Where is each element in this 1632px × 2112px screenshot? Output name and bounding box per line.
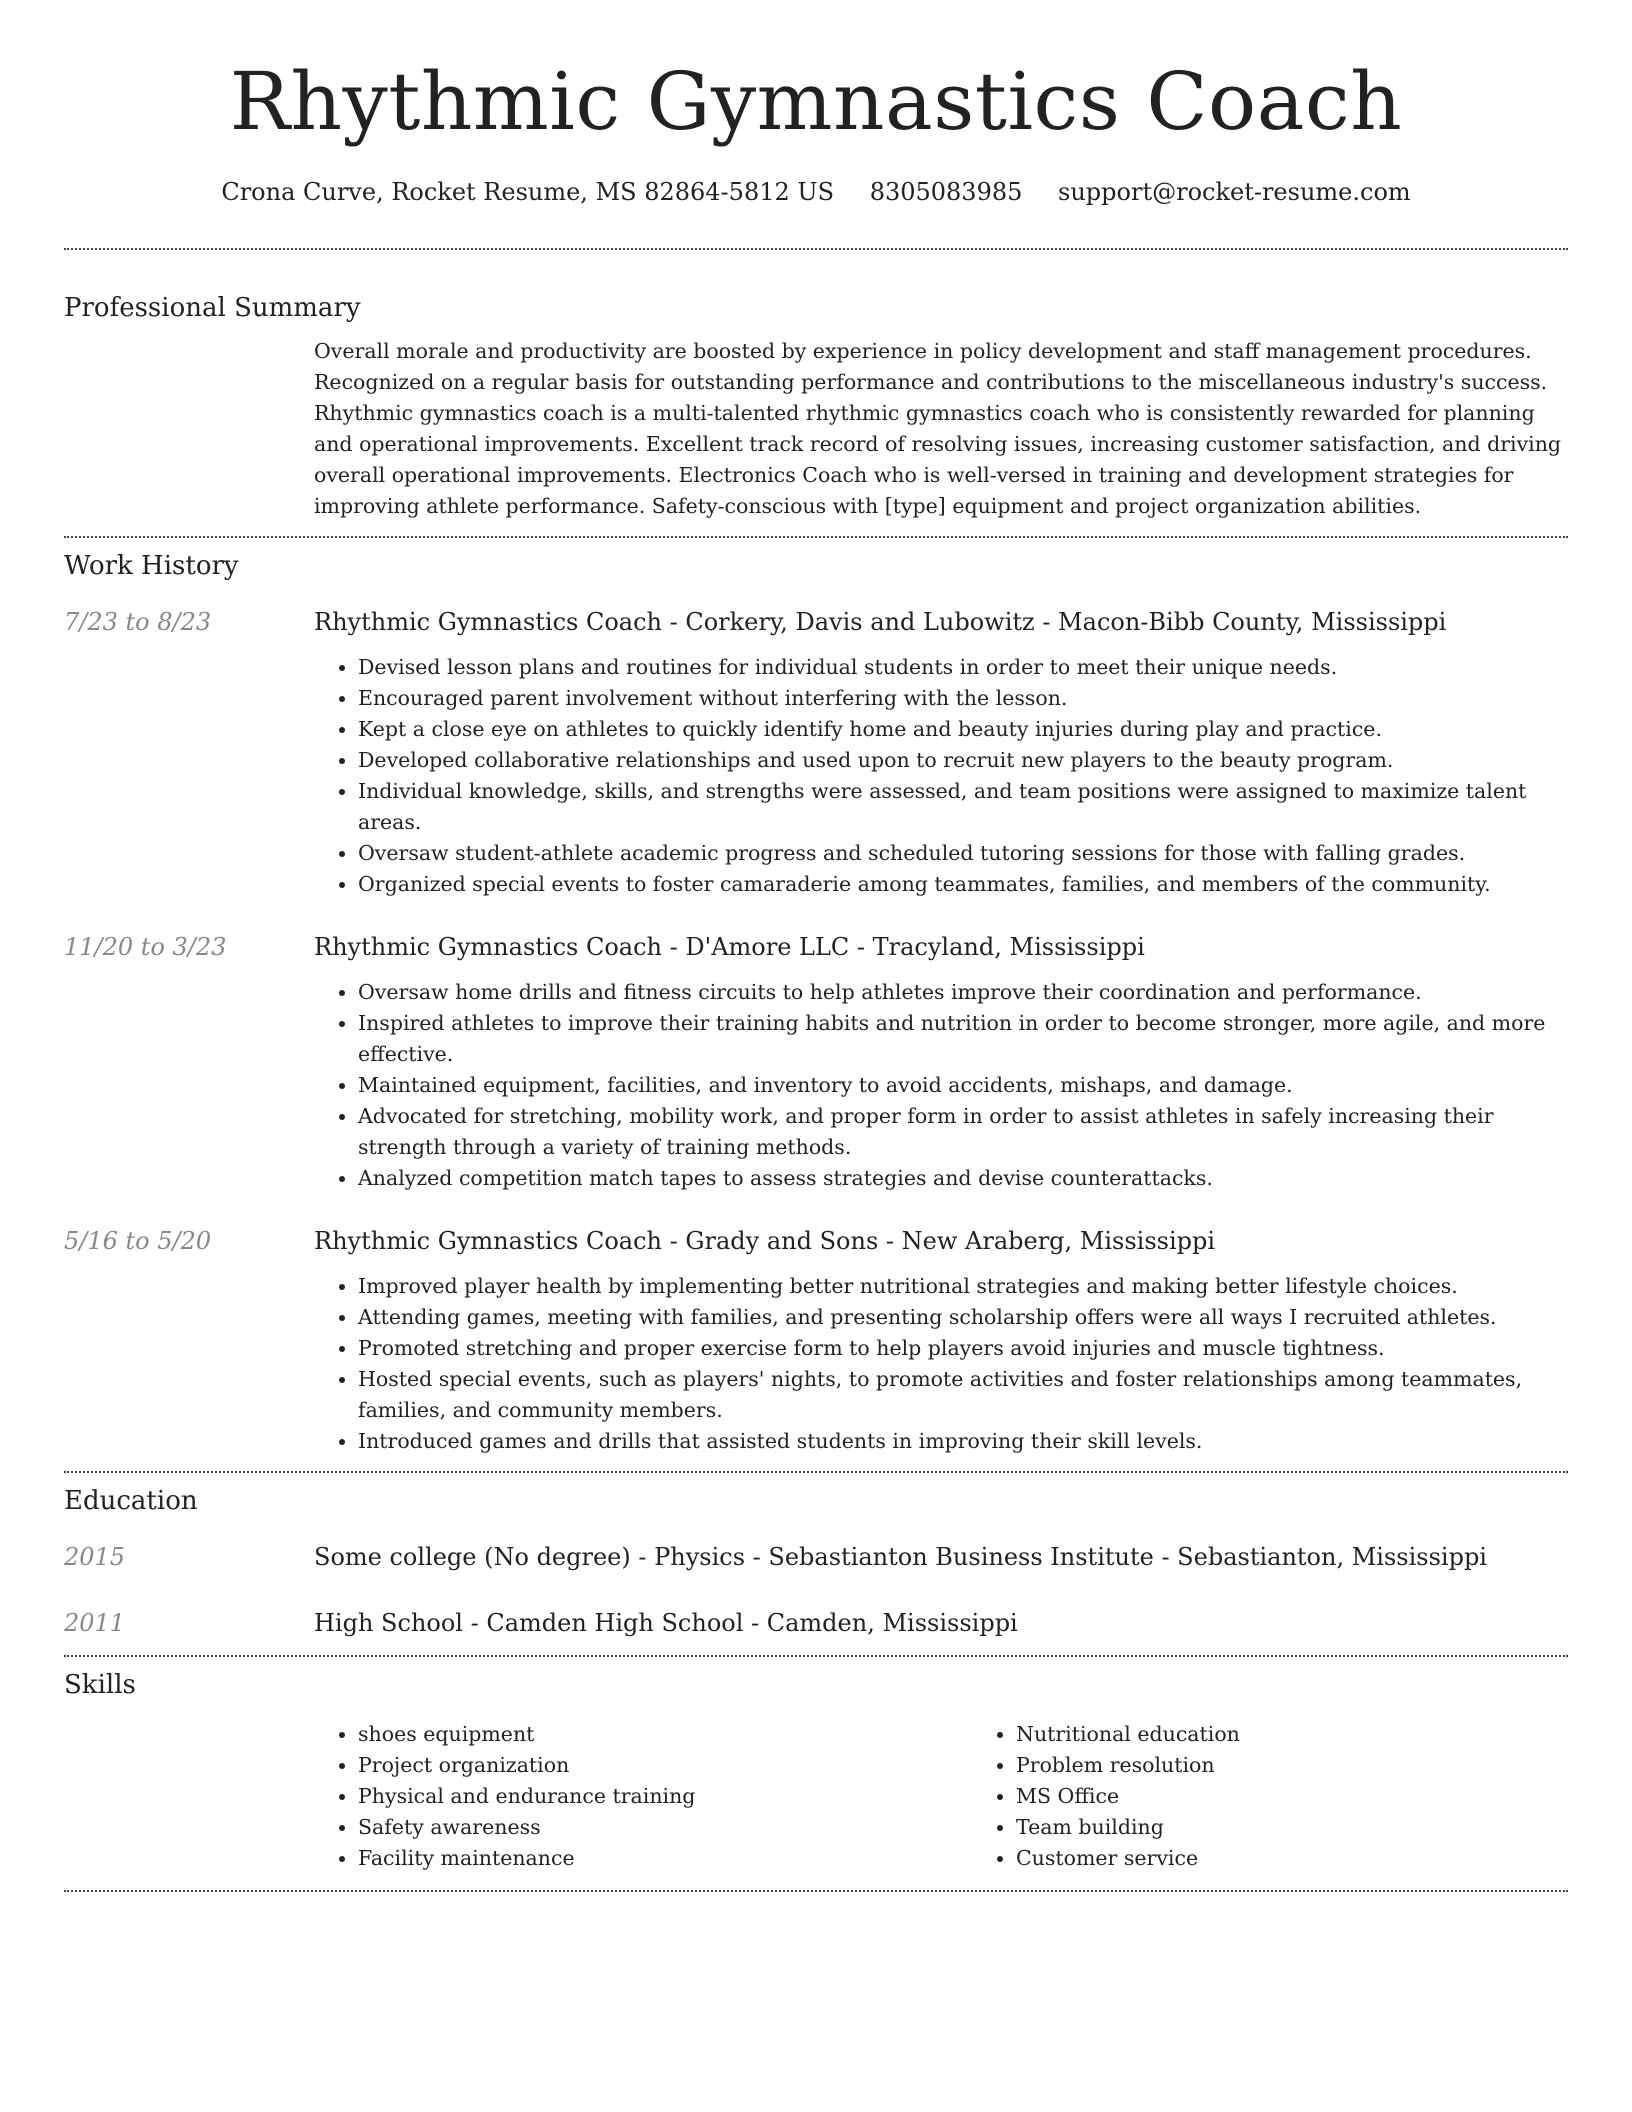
list-item: • Inspired athletes to improve their training habits and nutrition in order to become stronger, more agile, and more effective. (358, 1008, 1568, 1070)
skill-item: • Safety awareness (358, 1812, 972, 1843)
list-item: • Kept a close eye on athletes to quickly identify home and beauty injuries during play and practice. (358, 714, 1568, 745)
skill-item: • Facility maintenance (358, 1843, 972, 1874)
skill-item: • Team building (1016, 1812, 1630, 1843)
skills-list-right (972, 1719, 1630, 1874)
divider (64, 1655, 1568, 1657)
education-heading: High School - Camden High School - Camden, Mississippi (314, 1609, 1018, 1637)
job-heading: Rhythmic Gymnastics Coach - Grady and Sons - New Araberg, Mississippi (314, 1227, 1216, 1255)
skill-item: • Problem resolution (1016, 1750, 1630, 1781)
skills-grid (314, 1719, 1630, 1874)
contact-phone: 8305083985 (869, 178, 1023, 206)
education-year: 2015 (64, 1543, 126, 1571)
job-entry (64, 1223, 1568, 1457)
skills-list-left (314, 1719, 972, 1874)
job-body (314, 1223, 1568, 1457)
skill-item: • Physical and endurance training (358, 1781, 972, 1812)
list-item: • Improved player health by implementing better nutritional strategies and making better lifestyle choices. (358, 1271, 1568, 1302)
job-bullets (314, 652, 1568, 900)
job-dates: 7/23 to 8/23 (64, 608, 212, 636)
section-title-skills: Skills (64, 1670, 136, 1700)
job-heading: Rhythmic Gymnastics Coach - Corkery, Davis and Lubowitz - Macon-Bibb County, Mississippi (314, 608, 1447, 636)
list-item: • Introduced games and drills that assisted students in improving their skill levels. (358, 1426, 1568, 1457)
job-bullets (314, 977, 1568, 1194)
job-entry (64, 604, 1568, 900)
job-entry (64, 929, 1568, 1194)
list-item: • Hosted special events, such as players' nights, to promote activities and foster relationships among teammates, families, and community members. (358, 1364, 1568, 1426)
list-item: • Promoted stretching and proper exercise form to help players avoid injuries and muscle tightness. (358, 1333, 1568, 1364)
contact-address: Crona Curve, Rocket Resume, MS 82864-5812 US (221, 178, 835, 206)
list-item: • Encouraged parent involvement without interfering with the lesson. (358, 683, 1568, 714)
skill-item: • Nutritional education (1016, 1719, 1630, 1750)
list-item: • Analyzed competition match tapes to assess strategies and devise counterattacks. (358, 1163, 1568, 1194)
list-item: • Advocated for stretching, mobility work, and proper form in order to assist athletes in safely increasing their strength through a variety of training methods. (358, 1101, 1568, 1163)
skill-item: • MS Office (1016, 1781, 1630, 1812)
list-item: • Developed collaborative relationships and used upon to recruit new players to the beauty program. (358, 745, 1568, 776)
skills-row (64, 1719, 1568, 1874)
list-item: • Devised lesson plans and routines for individual students in order to meet their unique needs. (358, 652, 1568, 683)
skills-spacer (64, 1719, 314, 1874)
job-bullets (314, 1271, 1568, 1457)
contact-email: support@rocket-resume.com (1058, 178, 1411, 206)
divider (64, 248, 1568, 250)
education-entry (64, 1605, 1568, 1641)
education-heading: Some college (No degree) - Physics - Sebastianton Business Institute - Sebastianton, Mississippi (314, 1543, 1487, 1571)
list-item: • Oversaw home drills and fitness circuits to help athletes improve their coordination and performance. (358, 977, 1568, 1008)
job-body (314, 604, 1568, 900)
list-item: • Attending games, meeting with families, and presenting scholarship offers were all ways I recruited athletes. (358, 1302, 1568, 1333)
contact-line (64, 174, 1568, 210)
divider (64, 1890, 1568, 1892)
divider (64, 536, 1568, 538)
list-item: • Oversaw student-athlete academic progress and scheduled tutoring sessions for those with falling grades. (358, 838, 1568, 869)
summary-spacer (64, 336, 314, 522)
list-item: • Individual knowledge, skills, and strengths were assessed, and team positions were assigned to maximize talent areas. (358, 776, 1568, 838)
section-title-work: Work History (64, 551, 239, 581)
job-dates: 11/20 to 3/23 (64, 933, 227, 961)
section-title-summary: Professional Summary (64, 293, 361, 323)
skill-item: • Customer service (1016, 1843, 1630, 1874)
list-item: • Maintained equipment, facilities, and inventory to avoid accidents, mishaps, and damage. (358, 1070, 1568, 1101)
skill-item: • shoes equipment (358, 1719, 972, 1750)
divider (64, 1471, 1568, 1473)
job-heading: Rhythmic Gymnastics Coach - D'Amore LLC - Tracyland, Mississippi (314, 933, 1145, 961)
education-entry (64, 1539, 1568, 1575)
summary-text: Overall morale and productivity are boosted by experience in policy development and staff management procedures. Recognized on a regular basis for outstanding performance and contributions to the miscellaneous industry's success. Rhythmic gymnastics coach is a multi-talented rhythmic gymnastics coach who is consistently rewarded for planning and operational improvements. Excellent track record of resolving issues, increasing customer satisfaction, and driving overall operational improvements. Electronics Coach who is well-versed in training and development strategies for improving athlete performance. Safety-conscious with [type] equipment and project organization abilities. (314, 339, 1562, 518)
job-body (314, 929, 1568, 1194)
section-title-education: Education (64, 1486, 198, 1516)
summary-row (64, 336, 1568, 522)
list-item: • Organized special events to foster camaraderie among teammates, families, and members of the community. (358, 869, 1568, 900)
job-dates: 5/16 to 5/20 (64, 1227, 212, 1255)
candidate-name: Rhythmic Gymnastics Coach (229, 55, 1403, 148)
education-year: 2011 (64, 1609, 126, 1637)
skill-item: • Project organization (358, 1750, 972, 1781)
